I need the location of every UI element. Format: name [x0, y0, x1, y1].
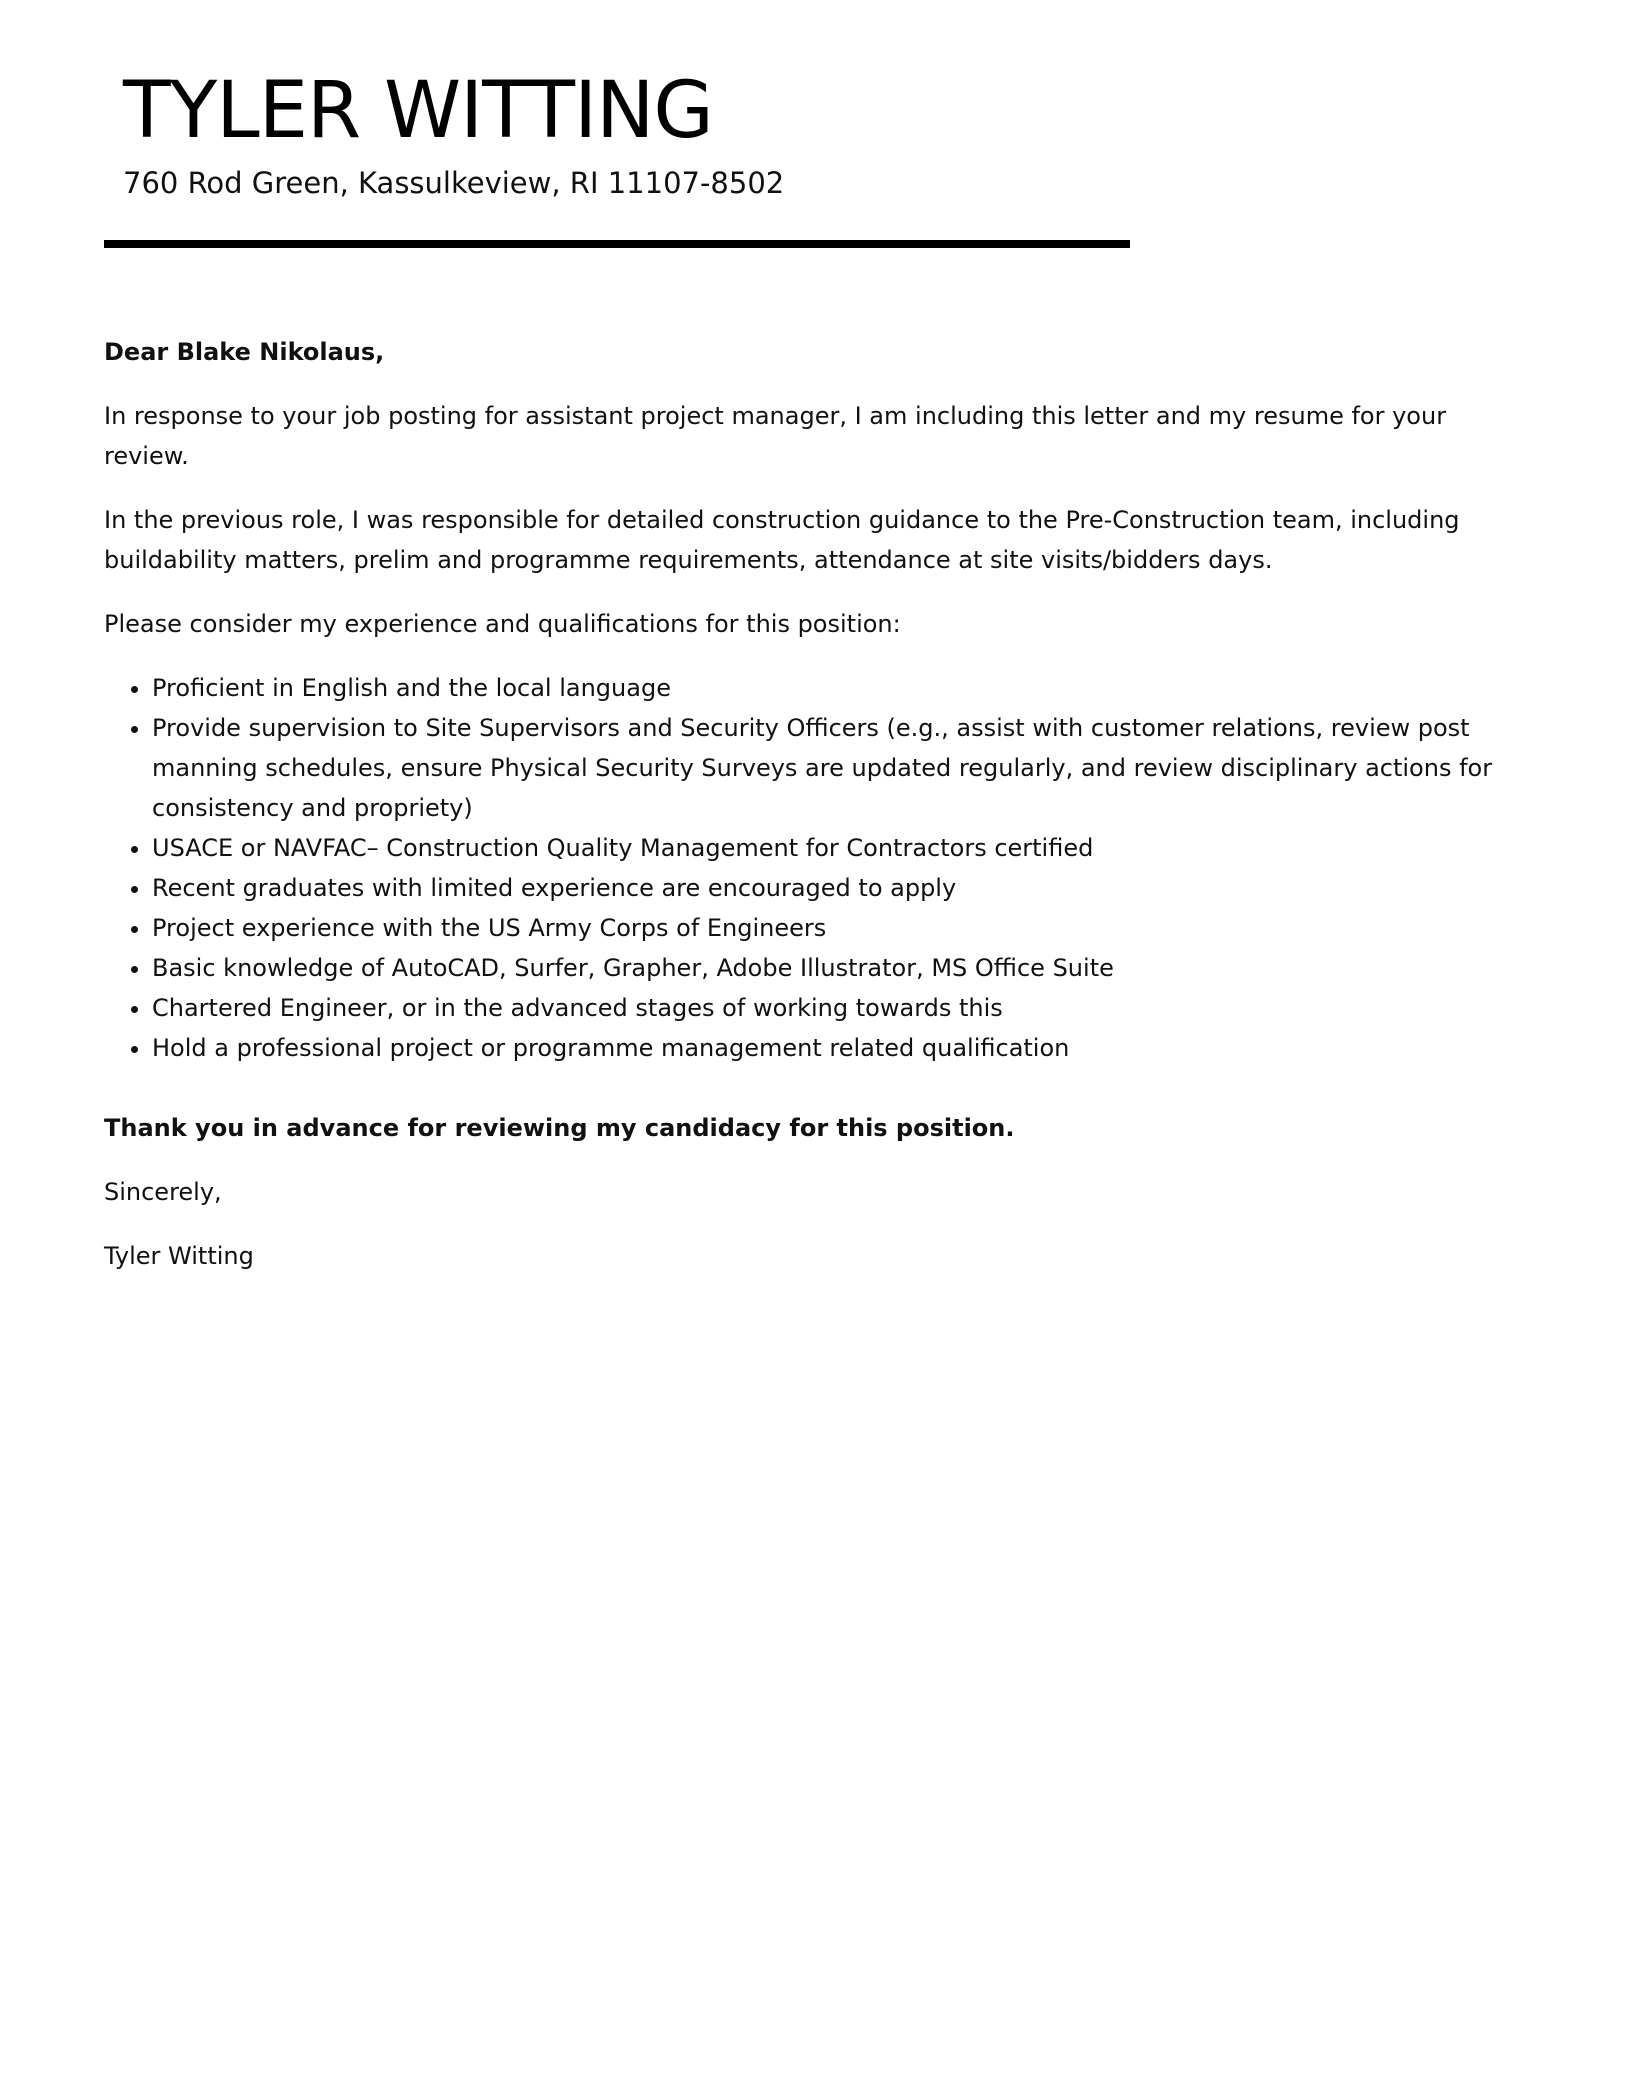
sender-name: TYLER WITTING: [123, 66, 713, 156]
salutation: Dear Blake Nikolaus,: [104, 338, 385, 366]
signature-name: Tyler Witting: [104, 1242, 254, 1270]
letter-header: [123, 66, 785, 201]
list-item: • Recent graduates with limited experience are encouraged to apply: [152, 868, 1534, 908]
list-item: • Provide supervision to Site Supervisors and Security Officers (e.g., assist with customer relations, review post manning schedules, ensure Physical Security Surveys are updated regularly, and review disciplinary actions for consistency and propriety): [152, 708, 1534, 828]
closing-paragraph: Thank you in advance for reviewing my candidacy for this position.: [104, 1114, 1015, 1142]
letter-body: [104, 332, 1534, 1300]
list-item: • USACE or NAVFAC– Construction Quality Management for Contractors certified: [152, 828, 1534, 868]
list-item: • Hold a professional project or programme management related qualification: [152, 1028, 1534, 1068]
paragraph-intro: In response to your job posting for assistant project manager, I am including this letter and my resume for your review.: [104, 402, 1447, 470]
paragraph-experience: In the previous role, I was responsible for detailed construction guidance to the Pre-Construction team, including buildability matters, prelim and programme requirements, attendance at site visits/bidders days.: [104, 506, 1460, 574]
list-item: • Proficient in English and the local language: [152, 668, 1534, 708]
list-item: • Project experience with the US Army Corps of Engineers: [152, 908, 1534, 948]
qualifications-list: [104, 668, 1534, 1068]
paragraph-consider: Please consider my experience and qualifications for this position:: [104, 610, 901, 638]
header-divider: [104, 240, 1130, 248]
sender-address: 760 Rod Green, Kassulkeview, RI 11107-8502: [123, 166, 785, 200]
list-item: • Chartered Engineer, or in the advanced stages of working towards this: [152, 988, 1534, 1028]
list-item: • Basic knowledge of AutoCAD, Surfer, Grapher, Adobe Illustrator, MS Office Suite: [152, 948, 1534, 988]
signoff: Sincerely,: [104, 1178, 222, 1206]
